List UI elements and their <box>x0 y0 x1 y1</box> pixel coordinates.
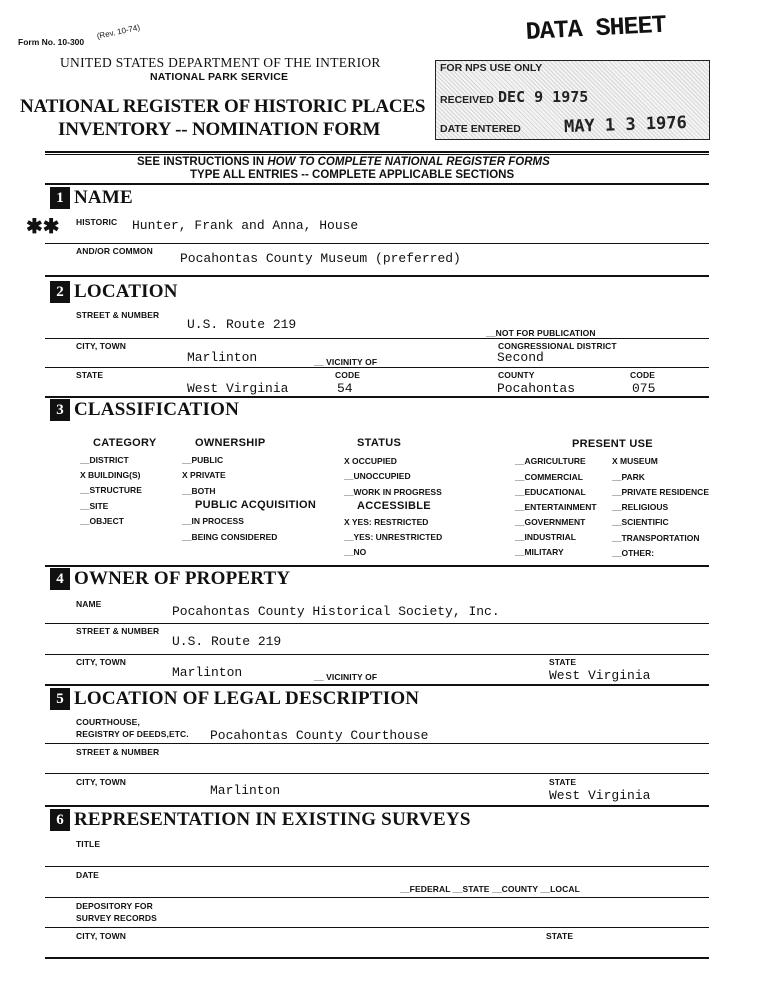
county-label: COUNTY <box>498 370 535 380</box>
form-number: Form No. 10-300 <box>18 37 85 47</box>
use-park: __PARK <box>612 472 645 482</box>
owner-city-label: CITY, TOWN <box>76 657 126 667</box>
category-structure: __STRUCTURE <box>80 485 142 495</box>
legal-city-label: CITY, TOWN <box>76 777 126 787</box>
date-entered-value: MAY 1 3 1976 <box>563 112 688 138</box>
owner-city-value: Marlinton <box>172 665 243 680</box>
department-name: UNITED STATES DEPARTMENT OF THE INTERIOR <box>60 55 381 70</box>
legal-street-label: STREET & NUMBER <box>76 747 160 757</box>
accessible-no: __NO <box>344 547 367 557</box>
location-state-label: STATE <box>76 370 104 380</box>
survey-date-label: DATE <box>76 870 99 880</box>
status-heading: STATUS <box>357 437 402 449</box>
owner-state-value: West Virginia <box>549 668 651 683</box>
registry-label: REGISTRY OF DEEDS,ETC. <box>76 729 189 739</box>
county-code-label: CODE <box>630 370 655 380</box>
section-4-number: 4 <box>50 568 70 590</box>
section-4-title: OWNER OF PROPERTY <box>74 568 291 589</box>
congressional-district-value: Second <box>497 350 544 365</box>
section-6-title: REPRESENTATION IN EXISTING SURVEYS <box>74 809 471 830</box>
owner-vicinity: __ VICINITY OF <box>314 672 378 682</box>
common-name-value: Pocahontas County Museum (preferred) <box>180 251 461 266</box>
form-title-line2: INVENTORY -- NOMINATION FORM <box>58 119 381 140</box>
status-unoccupied: __UNOCCUPIED <box>344 471 411 481</box>
historic-label: HISTORIC <box>76 217 118 227</box>
owner-name-label: NAME <box>76 599 102 609</box>
ownership-both: __BOTH <box>182 486 216 496</box>
data-sheet-stamp: DATA SHEET <box>525 10 667 47</box>
instructions-title: HOW TO COMPLETE NATIONAL REGISTER FORMS <box>267 156 550 168</box>
not-for-publication: __NOT FOR PUBLICATION <box>486 328 596 338</box>
use-entertainment: __ENTERTAINMENT <box>515 502 597 512</box>
location-street-label: STREET & NUMBER <box>76 310 160 320</box>
instructions-prefix: SEE INSTRUCTIONS IN <box>137 156 268 168</box>
use-government: __GOVERNMENT <box>515 517 586 527</box>
courthouse-label: COURTHOUSE, <box>76 717 140 727</box>
survey-levels: __FEDERAL __STATE __COUNTY __LOCAL <box>400 884 580 894</box>
owner-name-value: Pocahontas County Historical Society, Inc. <box>172 604 500 619</box>
nps-use-label: FOR NPS USE ONLY <box>440 62 543 74</box>
county-code-value: 075 <box>632 381 656 396</box>
category-building: X BUILDING(S) <box>80 470 141 480</box>
present-use-heading: PRESENT USE <box>572 438 653 450</box>
state-code-value: 54 <box>337 381 353 396</box>
use-commercial: __COMMERCIAL <box>515 472 584 482</box>
section-5-number: 5 <box>50 688 70 710</box>
survey-city-label: CITY, TOWN <box>76 931 126 941</box>
acquisition-being-considered: __BEING CONSIDERED <box>182 532 278 542</box>
congressional-district-label: CONGRESSIONAL DISTRICT <box>498 341 617 351</box>
acquisition-heading: PUBLIC ACQUISITION <box>195 499 317 511</box>
use-transportation: __TRANSPORTATION <box>612 533 700 543</box>
owner-state-label: STATE <box>549 657 577 667</box>
section-1-title: NAME <box>74 187 133 208</box>
asterisk-mark: ✱✱ <box>26 216 60 238</box>
received-label: RECEIVED <box>440 94 494 106</box>
location-city-label: CITY, TOWN <box>76 341 126 351</box>
section-2-number: 2 <box>50 281 70 303</box>
date-entered-label: DATE ENTERED <box>440 123 521 135</box>
section-6-number: 6 <box>50 809 70 831</box>
common-name-label: AND/OR COMMON <box>76 246 153 256</box>
category-district: __DISTRICT <box>80 455 129 465</box>
legal-state-value: West Virginia <box>549 788 651 803</box>
instructions-line2: TYPE ALL ENTRIES -- COMPLETE APPLICABLE SECTIONS <box>190 169 515 181</box>
section-3-title: CLASSIFICATION <box>74 399 240 420</box>
status-work-in-progress: __WORK IN PROGRESS <box>344 487 442 497</box>
use-military: __MILITARY <box>515 547 564 557</box>
section-1-number: 1 <box>50 187 70 209</box>
agency-name: NATIONAL PARK SERVICE <box>150 71 289 83</box>
form-revision: (Rev. 10-74) <box>96 22 141 41</box>
category-site: __SITE <box>80 501 109 511</box>
use-private-residence: __PRIVATE RESIDENCE <box>612 487 709 497</box>
historic-name-value: Hunter, Frank and Anna, House <box>132 218 359 233</box>
accessible-unrestricted: __YES: UNRESTRICTED <box>344 532 443 542</box>
nps-use-box <box>435 60 710 140</box>
accessible-heading: ACCESSIBLE <box>357 500 431 512</box>
use-museum: X MUSEUM <box>612 456 658 466</box>
legal-state-label: STATE <box>549 777 577 787</box>
use-scientific: __SCIENTIFIC <box>612 517 669 527</box>
survey-state-label: STATE <box>546 931 574 941</box>
owner-street-label: STREET & NUMBER <box>76 626 160 636</box>
legal-city-value: Marlinton <box>210 783 281 798</box>
depository-label-line2: SURVEY RECORDS <box>76 913 157 923</box>
survey-title-label: TITLE <box>76 839 101 849</box>
received-date: DEC 9 1975 <box>498 88 589 106</box>
section-5-title: LOCATION OF LEGAL DESCRIPTION <box>74 688 420 709</box>
ownership-heading: OWNERSHIP <box>195 437 266 449</box>
owner-street-value: U.S. Route 219 <box>172 634 282 649</box>
section-3-number: 3 <box>50 399 70 421</box>
status-occupied: X OCCUPIED <box>344 456 397 466</box>
county-value: Pocahontas <box>497 381 576 396</box>
ownership-private: X PRIVATE <box>182 470 226 480</box>
acquisition-in-process: __IN PROCESS <box>182 516 244 526</box>
accessible-restricted: X YES: RESTRICTED <box>344 517 429 527</box>
section-2-title: LOCATION <box>74 281 178 302</box>
location-street-value: U.S. Route 219 <box>187 317 297 332</box>
form-title-line1: NATIONAL REGISTER OF HISTORIC PLACES <box>20 96 426 117</box>
ownership-public: __PUBLIC <box>182 455 224 465</box>
depository-label-line1: DEPOSITORY FOR <box>76 901 153 911</box>
location-city-value: Marlinton <box>187 350 258 365</box>
use-other: __OTHER: <box>612 548 655 558</box>
courthouse-value: Pocahontas County Courthouse <box>210 728 429 743</box>
location-state-value: West Virginia <box>187 381 289 396</box>
instructions-line1 <box>137 156 550 168</box>
use-religious: __RELIGIOUS <box>612 502 669 512</box>
category-object: __OBJECT <box>80 516 124 526</box>
category-heading: CATEGORY <box>93 437 157 449</box>
use-educational: __EDUCATIONAL <box>515 487 586 497</box>
state-code-label: CODE <box>335 370 360 380</box>
location-vicinity: __ VICINITY OF <box>314 357 378 367</box>
use-industrial: __INDUSTRIAL <box>515 532 576 542</box>
use-agriculture: __AGRICULTURE <box>515 456 586 466</box>
